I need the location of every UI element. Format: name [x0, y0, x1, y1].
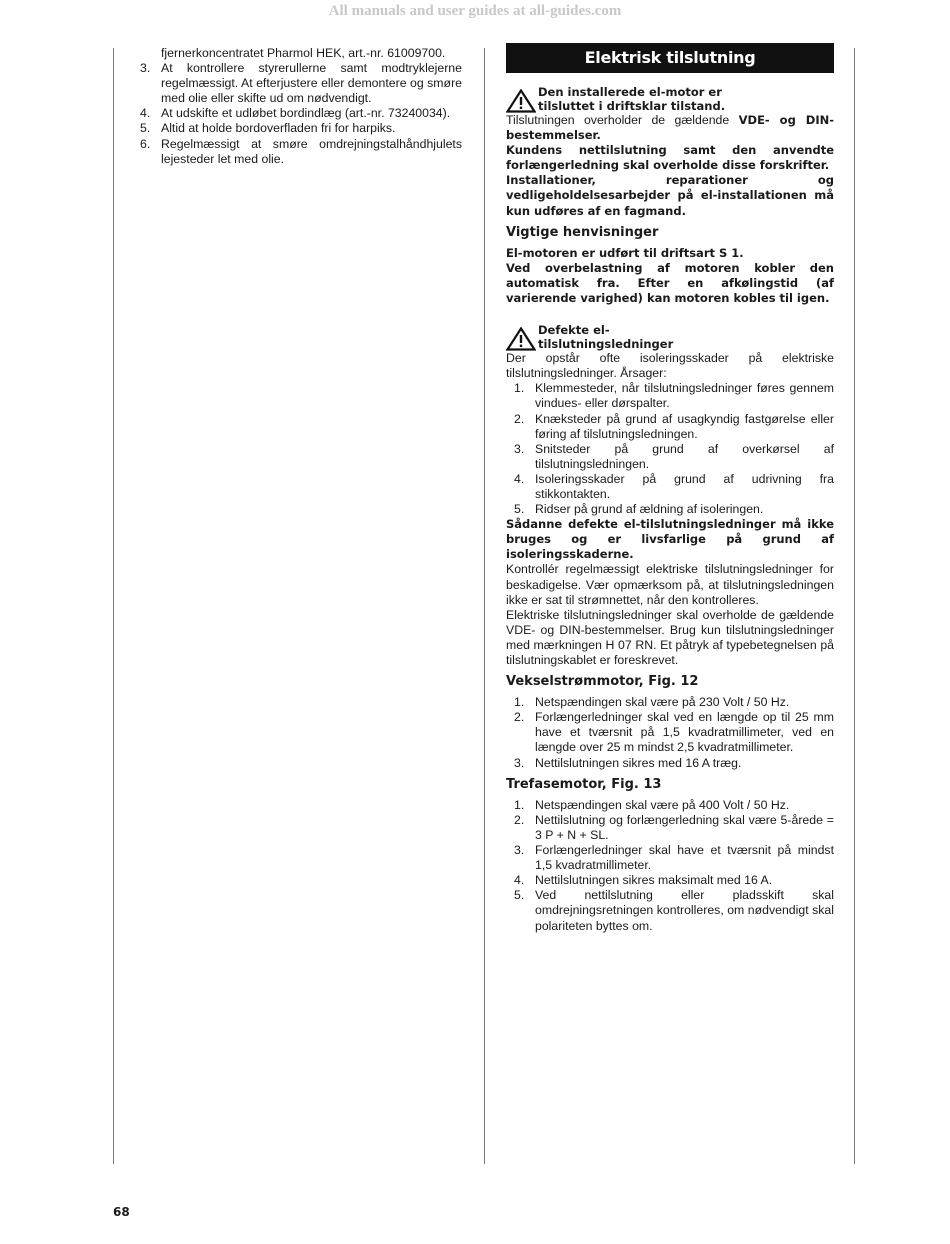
list-item: 6. Regelmæssigt at smøre omdrejningstalhåndhjulets lejesteder let med olie. [140, 136, 462, 166]
right-margin-rule [854, 48, 855, 1164]
paragraph-duty-cycle: El-motoren er udført til driftsart S 1. [506, 245, 744, 260]
three-phase-motor-list [506, 798, 834, 934]
list-item: 3. Snitsteder på grund af overkørsel af tilslutningsledningen. [514, 441, 834, 471]
paragraph-defect-intro: Der opstår ofte isoleringsskader på elektriske tilslutningsledninger. Årsager: [506, 351, 834, 381]
ac-motor-list [506, 695, 834, 770]
paragraph-specialist: Installationer, reparationer og vedligeholdelsesarbejder på el-installationen må kun udføres af en fagmand. [506, 173, 834, 218]
watermark: All manuals and user guides at all-guides.com [328, 3, 622, 19]
warning-triangle-icon [506, 89, 536, 113]
right-column [506, 43, 834, 934]
section-title: Elektrisk tilslutning [506, 43, 834, 73]
paragraph-compliance: Tilslutningen overholder de gældende VDE- og DIN-bestemmelser. [506, 113, 835, 143]
heading-three-phase-motor: Trefasemotor, Fig. 13 [506, 776, 662, 792]
list-item: 5. Ved nettilslutning eller pladsskift skal omdrejningsretningen kontrolleres, om nødvendigt skal polariteten byttes om. [514, 888, 834, 933]
list-item: 2. Forlængerledninger skal ved en længde op til 25 mm have et tværsnit på 1,5 kvadratmillimeter, ved en længde over 25 m mindst 2,5 kvadratmillimeter. [514, 710, 834, 755]
heading-ac-motor: Vekselstrømmotor, Fig. 12 [506, 674, 699, 690]
paragraph-cable-standard: Elektriske tilslutningsledninger skal overholde de gældende VDE- og DIN-bestemmelser. Brug kun tilslutningsledninger med mærkningen H 07 RN. Et påtryk af typebetegnelsen på tilslutningskablet er foreskrevet. [506, 607, 834, 667]
list-item: 4. Nettilslutningen sikres maksimalt med 16 A. [514, 873, 773, 888]
list-item: 3. Nettilslutningen sikres med 16 A træg. [514, 755, 742, 770]
page-number: 68 [113, 1205, 130, 1219]
list-item: 2. Nettilslutning og forlængerledning skal være 5-årede = 3 P + N + SL. [514, 812, 834, 842]
list-item: 5. Ridser på grund af ældning af isoleringen. [514, 502, 764, 517]
list-item: 3. At kontrollere styrerullerne samt modtryklejerne regelmæssigt. At efterjustere eller demontere og smøre med olie eller skifte ud om nødvendigt. [140, 61, 462, 106]
list-item: 5. Altid at holde bordoverfladen fri for harpiks. [140, 121, 396, 136]
list-item: 4. Isoleringsskader på grund af udrivning fra stikkontakten. [514, 471, 834, 501]
heading-important-notes: Vigtige henvisninger [506, 224, 659, 240]
warning-installed-motor: Den installerede el-motor er tilsluttet i driftsklar tilstand. [506, 85, 834, 113]
paragraph-defect-danger: Sådanne defekte el-tilslutningsledninger må ikke bruges og er livsfarlige på grund af isoleringsskaderne. [506, 517, 834, 562]
list-item: 3. Forlængerledninger skal have et tværsnit på mindst 1,5 kvadratmillimeter. [514, 843, 834, 873]
defect-causes-list [506, 381, 834, 517]
list-item: 2. Knæksteder på grund af usagkyndig fastgørelse eller føring af tilslutningsledningen. [514, 411, 834, 441]
warning-triangle-icon [506, 327, 536, 351]
list-continuation: fjernerkoncentratet Pharmol HEK, art.-nr. 61009700. [161, 46, 446, 60]
list-item: 4. At udskifte et udløbet bordindlæg (art.-nr. 73240034). [140, 106, 451, 121]
list-item: 1. Klemmesteder, når tilslutningsledninger føres gennem vindues- eller dørspalter. [514, 381, 834, 411]
left-margin-rule [113, 48, 114, 1164]
paragraph-overload: Ved overbelastning af motoren kobler den automatisk fra. Efter en afkølingstid (af varierende varighed) kan motoren kobles til igen. [506, 260, 834, 306]
paragraph-inspect: Kontrollér regelmæssigt elektriske tilslutningsledninger for beskadigelse. Vær opmærksom på, at tilslutningsledningen ikke er sat til strømnettet, når den kontrolleres. [506, 562, 834, 607]
left-column [140, 46, 462, 167]
center-column-rule [484, 48, 485, 1164]
list-item: 1. Netspændingen skal være på 230 Volt / 50 Hz. [514, 695, 790, 710]
maintenance-list [140, 61, 462, 167]
warning-defective-cables: Defekte el- tilslutningsledninger [506, 323, 834, 351]
list-item: 1. Netspændingen skal være på 400 Volt / 50 Hz. [514, 797, 790, 812]
paragraph-customer-connection: Kundens nettilslutning samt den anvendte forlængerledning skal overholde disse forskrifter. [506, 143, 834, 173]
